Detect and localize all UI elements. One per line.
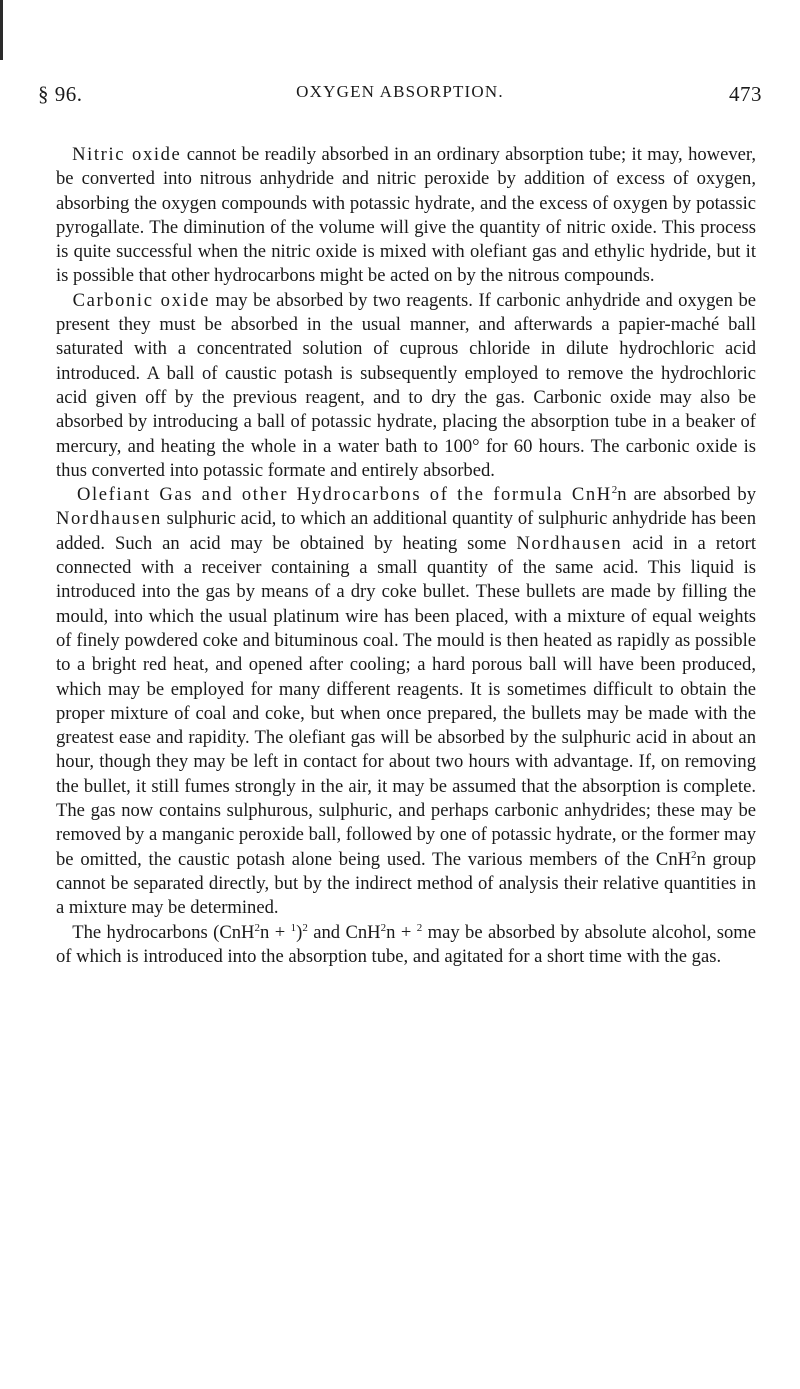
paragraph-carbonic-oxide (56, 289, 756, 483)
paragraph-text: cannot be readily absorbed in an ordinary absorption tube; it may, however, be converted into nitrous anhydride and nitric peroxide by addition of excess of oxygen, absorbing the oxygen compounds with potassic hydrate, and the excess of oxygen by potassic pyrogallate. The diminution of the volume will give the quantity of nitric oxide. This process is quite successful when the nitric oxide is mixed with olefiant gas and ethylic hydride, but it is possible that other hydrocarbons might be acted on by the nitrous compounds. (56, 144, 756, 287)
superscript: 2 (254, 921, 260, 934)
paragraph-nitric-oxide (56, 143, 756, 289)
superscript: 2 (416, 921, 423, 934)
paragraph-text: sulphuric acid, to which an additional quantity of sulphuric anhydride has been added. Such an acid may be obtained by heating some (56, 508, 756, 554)
scan-edge-mark (0, 0, 3, 60)
paragraph-text: may be absorbed by two reagents. If carbonic anhydride and oxygen be present they must be absorbed in the usual manner, and afterwards a papier-maché ball saturated with a concentrated solution of cuprous chloride in dilute hydrochloric acid introduced. A ball of caustic potash is subsequently employed to remove the hydrochloric acid given off by the previous reagent, and to dry the gas. Carbonic oxide may also be absorbed by introducing a ball of potassic hydrate, placing the absorption tube in a beaker of mercury, and heating the whole in a water bath to 100° for 60 hours. The carbonic oxide is thus converted into potassic formate and entirely absorbed. (56, 289, 756, 481)
running-title: OXYGEN ABSORPTION. (296, 82, 504, 101)
spaced-term: Nordhausen (516, 532, 623, 554)
body-text (56, 143, 756, 969)
paragraph-text: n + (260, 921, 291, 943)
page-number: 473 (729, 82, 762, 106)
paragraph-text: ) (296, 921, 303, 943)
paragraph-text: n + (386, 921, 417, 943)
paragraph-lead: Nitric oxide (72, 144, 182, 165)
section-number: § 96. (38, 82, 83, 106)
paragraph-hydrocarbons (56, 921, 756, 970)
paragraph-text: The hydrocarbons (CnH (72, 921, 255, 943)
running-header (38, 82, 762, 112)
paragraph-text: and CnH (307, 921, 381, 943)
paragraph-text: are absorbed by (626, 484, 756, 506)
paragraph-olefiant-gas (56, 483, 756, 920)
superscript: 2 (611, 484, 618, 497)
paragraph-text: may be absorbed by absolute alcohol, some of which is introduced into the absorption tube, and agitated for a short time with the gas. (56, 921, 756, 967)
paragraph-lead-tail: n (617, 484, 627, 506)
superscript: 2 (302, 921, 308, 934)
paragraph-lead: Carbonic oxide (72, 289, 210, 311)
paragraph-text: n group cannot be separated directly, but by the indirect method of analysis their relative quantities in a mixture may be determined. (56, 848, 756, 919)
superscript: 1 (290, 921, 297, 934)
paragraph-lead: Olefiant Gas and other Hydrocarbons of the formula CnH (77, 484, 612, 506)
spaced-term: Nordhausen (56, 508, 162, 530)
paragraph-text: acid in a retort connected with a receiver containing a small quantity of the same acid. This liquid is introduced into the gas by means of a dry coke bullet. These bullets are made by filling the mould, into which the usual platinum wire has been placed, with a mixture of equal weights of finely powdered coke and bituminous coal. The mould is then heated as rapidly as possible to a bright red heat, and opened after cooling; a hard porous ball will have been produced, which may be employed for many different reagents. It is sometimes difficult to obtain the proper mixture of coal and coke, but when once prepared, the bullets may be made with the greatest ease and rapidity. The olefiant gas will be absorbed by the sulphuric acid in about an hour, though they may be left in contact for about two hours with advantage. If, on removing the bullet, it still fumes strongly in the air, it may be assumed that the absorption is complete. The gas now contains sulphurous, sulphuric, and perhaps carbonic anhydrides; these may be removed by a manganic peroxide ball, followed by one of potassic hydrate, or the former may be omitted, the caustic potash alone being used. The various members of the CnH (56, 532, 756, 870)
superscript: 2 (380, 921, 387, 934)
superscript: 2 (691, 848, 697, 861)
